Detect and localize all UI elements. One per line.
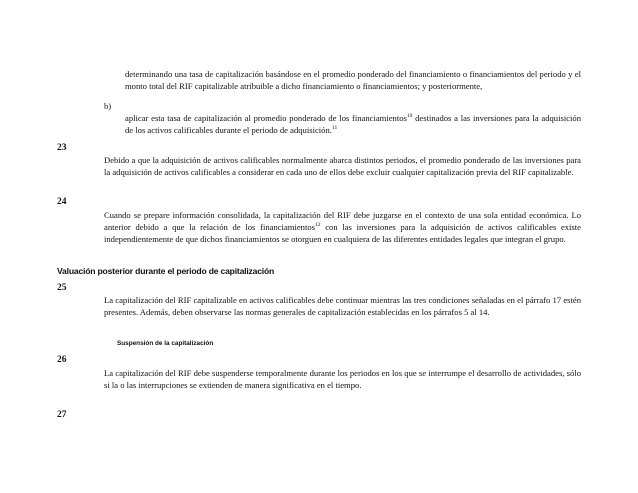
- paragraph-24-text-part-1: Cuando se prepare información consolidada, la capitalización del RIF debe juzgarse en el contexto de una sola entidad económica. Lo anterior debido a que la relación de los financiamientos: [104, 210, 581, 232]
- item-a-text: determinando una tasa de capitalización basándose en el promedio ponderado del financiamiento o financiamientos del periodo y el monto total del RIF capitalizable atribuible a dicho financiamiento o financiamientos; y posteriormente,: [125, 69, 581, 91]
- paragraph-number-23: 23: [57, 143, 67, 153]
- footnote-ref-11[interactable]: 11: [331, 125, 338, 131]
- paragraph-24-text-part-2: con las inversiones para la adquisición de activos calificables existe independientemente de que dichos financiamientos se otorguen en cualquiera de las diferentes entidades legales que integran el grupo.: [104, 222, 581, 244]
- paragraph-number-25: 25: [57, 283, 67, 293]
- section-heading: Valuación posterior durante el periodo de capitalización: [57, 266, 275, 276]
- footnote-ref-10[interactable]: 10: [406, 113, 413, 119]
- subheading: Suspensión de la capitalización: [117, 340, 214, 347]
- item-b-marker: b): [104, 101, 112, 111]
- paragraph-25-text: La capitalización del RIF capitalizable en activos calificables debe continuar mientras las tres condiciones señaladas en el párrafo 17 estén presentes. Además, deben observarse las normas generales de capitalización establecidas en los párrafos 5 al 14.: [104, 295, 581, 317]
- item-b-text: [125, 112, 581, 136]
- item-b-text-part-1: aplicar esta tasa de capitalización al promedio ponderado de los financiamientos: [125, 113, 407, 123]
- footnote-ref-12[interactable]: 12: [314, 222, 321, 228]
- paragraph-26-text: La capitalización del RIF debe suspenderse temporalmente durante los periodos en los que se interrumpe el desarrollo de actividades, sólo si la o las interrupciones se extienden de manera significativa en el tiempo.: [104, 368, 581, 390]
- paragraph-number-26: 26: [57, 355, 67, 365]
- paragraph-number-24: 24: [57, 197, 67, 207]
- paragraph-24-text: [104, 209, 581, 245]
- paragraph-23-text: Debido a que la adquisición de activos calificables normalmente abarca distintos periodos, el promedio ponderado de las inversiones para la adquisición de activos calificables a considerar en cada uno de ellos debe excluir cualquier capitalización previa del RIF capitalizable.: [104, 155, 581, 177]
- paragraph-number-27: 27: [57, 410, 67, 420]
- item-b-text-part-2: destinados a las inversiones para la adquisición de los activos calificables durante el periodo de adquisición.: [125, 113, 581, 135]
